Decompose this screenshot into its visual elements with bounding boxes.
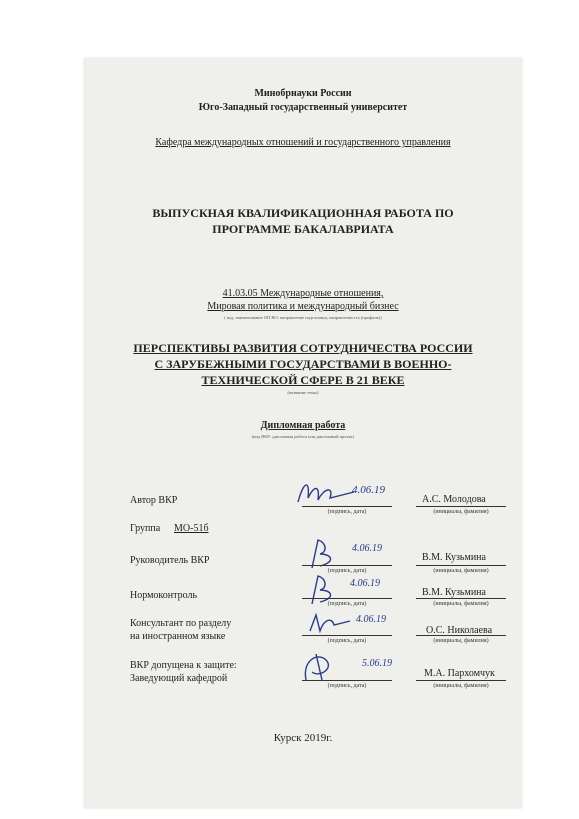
consultant-label-line-2: на иностранном языке <box>130 631 226 642</box>
work-kind-label: Дипломная работа <box>260 420 346 431</box>
supervisor-name-caption: (инициалы, фамилия) <box>433 568 489 574</box>
head-sign-line <box>302 680 392 681</box>
normcontrol-sign-date: 4.06.19 <box>350 578 380 589</box>
consultant-name-caption: (инициалы, фамилия) <box>433 638 489 644</box>
city-year: Курск 2019г. <box>273 732 333 744</box>
work-type-line-2: ПРОГРАММЕ БАКАЛАВРИАТА <box>212 222 394 236</box>
program-line-1: 41.03.05 Международные отношения, <box>222 288 384 299</box>
consultant-sign-line <box>302 635 392 636</box>
head-signature <box>298 650 348 684</box>
university-name: Юго-Западный государственный университет <box>198 102 408 113</box>
supervisor-label: Руководитель ВКР <box>130 555 210 566</box>
author-sign-caption: (подпись, дата) <box>327 509 367 515</box>
consultant-name-line <box>416 635 506 636</box>
normcontrol-sign-caption: (подпись, дата) <box>327 601 367 607</box>
title-page <box>84 58 522 808</box>
author-sign-date: 4.06.19 <box>352 484 385 496</box>
author-label: Автор ВКР <box>130 495 178 506</box>
author-name-caption: (инициалы, фамилия) <box>433 509 489 515</box>
supervisor-sign-line <box>302 565 392 566</box>
ministry-name: Минобрнауки России <box>254 88 352 99</box>
normcontrol-name-caption: (инициалы, фамилия) <box>433 601 489 607</box>
consultant-sign-caption: (подпись, дата) <box>327 638 367 644</box>
head-sign-date: 5.06.19 <box>362 658 392 669</box>
program-line-2: Мировая политика и международный бизнес <box>207 301 399 312</box>
consultant-label-line-1: Консультант по разделу <box>130 618 232 629</box>
head-name: М.А. Пархомчук <box>424 668 495 679</box>
normcontrol-label: Нормоконтроль <box>130 590 198 601</box>
group-value: МО-51б <box>174 523 209 534</box>
topic-caption: (название темы) <box>287 390 319 395</box>
work-kind-caption: (вид ВКР: дипломная работа или дипломный проект) <box>251 434 355 439</box>
consultant-name: О.С. Николаева <box>426 625 493 636</box>
author-name: А.С. Молодова <box>422 494 486 505</box>
consultant-sign-date: 4.06.19 <box>356 614 386 625</box>
department-name: Кафедра международных отношений и государственного управления <box>155 137 451 148</box>
topic-line-1: ПЕРСПЕКТИВЫ РАЗВИТИЯ СОТРУДНИЧЕСТВА РОССИИ <box>133 341 473 355</box>
head-name-caption: (инициалы, фамилия) <box>433 683 489 689</box>
program-caption: ( код, наименование ОП ВО: направление подготовки, направленность (профиль)) <box>224 315 382 320</box>
consultant-signature <box>306 611 356 637</box>
group-label: Группа <box>130 523 161 534</box>
supervisor-name-line <box>416 565 506 566</box>
head-name-line <box>416 680 506 681</box>
author-sign-line <box>302 506 392 507</box>
supervisor-sign-date: 4.06.19 <box>352 543 382 554</box>
work-type-line-1: ВЫПУСКНАЯ КВАЛИФИКАЦИОННАЯ РАБОТА ПО <box>152 206 454 220</box>
topic-line-3: ТЕХНИЧЕСКОЙ СФЕРЕ В 21 ВЕКЕ <box>201 373 405 387</box>
head-label-line-2: Заведующий кафедрой <box>130 673 228 684</box>
head-sign-caption: (подпись, дата) <box>327 683 367 689</box>
author-name-line <box>416 506 506 507</box>
supervisor-name: В.М. Кузьмина <box>422 552 486 563</box>
normcontrol-name-line <box>416 598 506 599</box>
topic-line-2: С ЗАРУБЕЖНЫМИ ГОСУДАРСТВАМИ В ВОЕННО- <box>154 357 452 371</box>
normcontrol-name: В.М. Кузьмина <box>422 587 486 598</box>
supervisor-sign-caption: (подпись, дата) <box>327 568 367 574</box>
normcontrol-sign-line <box>302 598 392 599</box>
head-label-line-1: ВКР допущена к защите: <box>130 660 237 671</box>
